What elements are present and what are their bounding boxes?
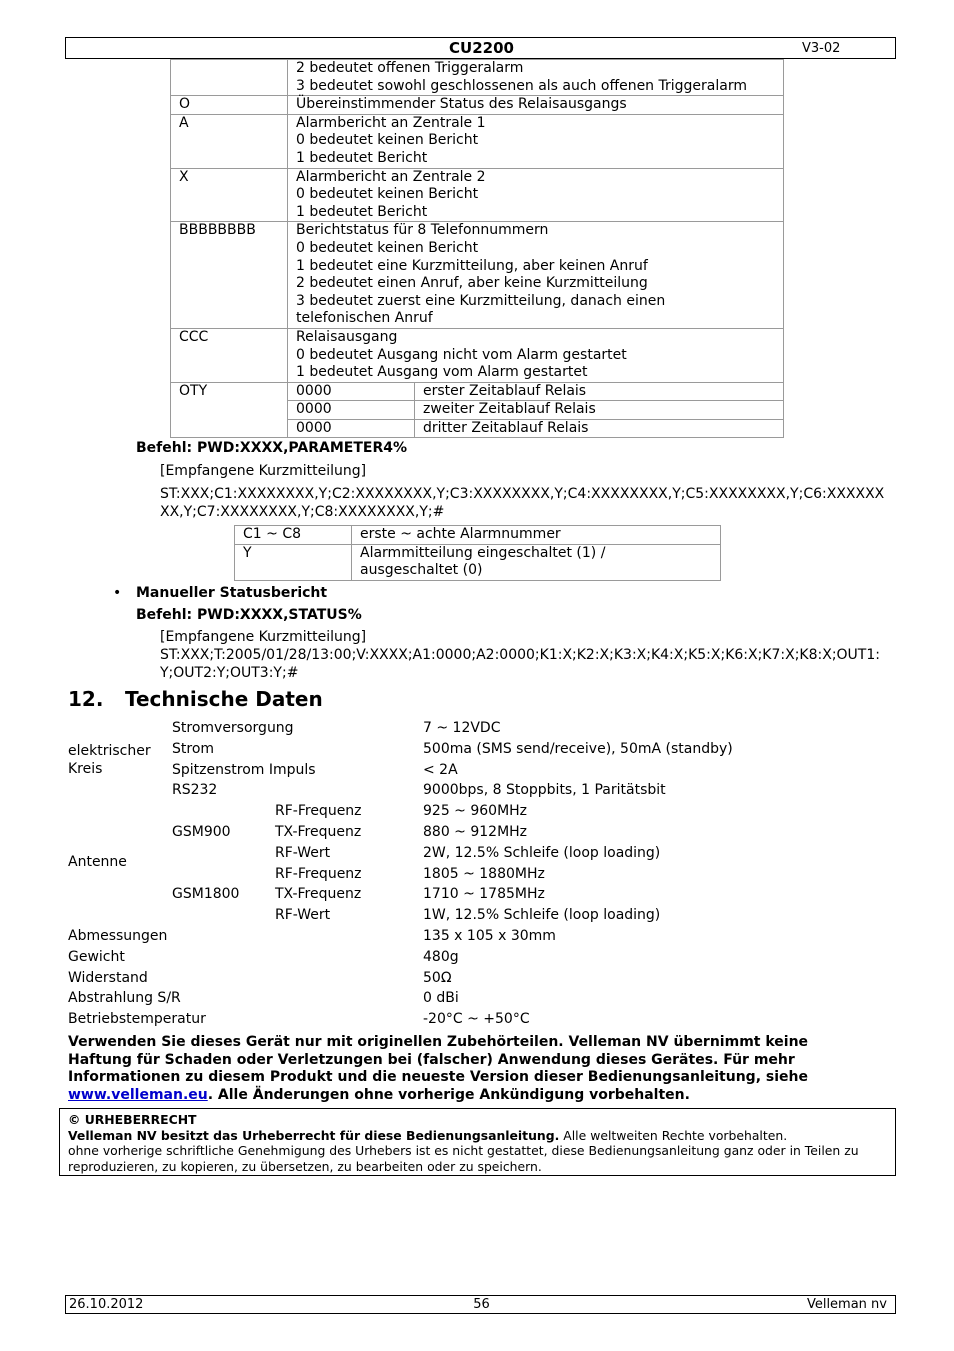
page-header — [65, 37, 896, 59]
param-desc-line: 1 bedeutet Ausgang vom Alarm gestartet — [296, 364, 588, 381]
notice-text-end: . Alle Änderungen ohne vorherige Ankündigung vorbehalten. — [207, 1086, 690, 1103]
version-label: V3-02 — [802, 41, 841, 56]
alarm-number-table — [234, 525, 721, 581]
param-desc — [288, 222, 784, 329]
param-desc-line: telefonischen Anruf — [296, 310, 433, 327]
table-row — [171, 60, 784, 96]
spec-value: < 2A — [423, 761, 458, 778]
param-desc — [288, 60, 784, 96]
copyright-rest: Alle weltweiten Rechte vorbehalten. — [559, 1127, 788, 1143]
oty-value: 0000 — [288, 382, 415, 401]
param-key: A — [171, 114, 288, 168]
oty-desc: erster Zeitablauf Relais — [415, 382, 784, 401]
spec-label: RF-Wert — [275, 907, 331, 924]
model-title: CU2200 — [449, 39, 514, 57]
command-status: Befehl: PWD:XXXX,STATUS% — [136, 607, 362, 623]
spec-value: 50Ω — [423, 969, 452, 986]
param-desc-line: Alarmbericht an Zentrale 1 — [296, 114, 486, 131]
param-desc-line: 1 bedeutet Bericht — [296, 149, 428, 166]
spec-value: 1W, 12.5% Schleife (loop loading) — [423, 907, 661, 924]
footer-company: Velleman nv — [806, 1297, 887, 1312]
bullet-icon: • — [113, 585, 122, 601]
row-desc: Alarmmitteilung eingeschaltet (1) / ausgeschaltet (0) — [352, 544, 721, 580]
spec-value: 2W, 12.5% Schleife (loop loading) — [423, 844, 661, 861]
row-key: C1 ~ C8 — [235, 526, 352, 545]
sms-message-status: ST:XXX;T:2005/01/28/13:00;V:XXXX;A1:0000;A2:0000;K1:X;K2:X;K3:X;K4:X;K5:X;K6:X;K7:X;K8:X;OUT1:Y;OUT2:Y;OUT3:Y;# — [160, 647, 880, 681]
oty-value: 0000 — [288, 401, 415, 420]
spec-label: RF-Frequenz — [275, 865, 362, 882]
spec-label: Widerstand — [68, 969, 148, 986]
oty-desc: zweiter Zeitablauf Relais — [415, 401, 784, 420]
spec-label: RS232 — [172, 782, 218, 799]
section-title: Technische Daten — [125, 687, 323, 711]
spec-value: 925 ~ 960MHz — [423, 803, 528, 820]
param-desc-line: 1 bedeutet eine Kurzmitteilung, aber keinen Anruf — [296, 257, 648, 274]
param-key: O — [171, 96, 288, 115]
spec-value: 7 ~ 12VDC — [423, 720, 501, 736]
param-desc-line: Berichtstatus für 8 Telefonnummern — [296, 222, 549, 239]
table-row — [171, 222, 784, 329]
row-key: Y — [235, 544, 352, 580]
received-label-1: [Empfangene Kurzmitteilung] — [160, 463, 367, 479]
copyright-box — [59, 1108, 896, 1176]
spec-value: 500ma (SMS send/receive), 50mA (standby) — [423, 740, 733, 757]
band-label: GSM900 — [172, 824, 231, 840]
status-report-title: Manueller Statusbericht — [136, 585, 328, 601]
spec-value: 1710 ~ 1785MHz — [423, 886, 545, 903]
param-key: X — [171, 168, 288, 222]
oty-value: 0000 — [288, 419, 415, 438]
param-desc-line: 2 bedeutet einen Anruf, aber keine Kurzmitteilung — [296, 275, 648, 292]
oty-desc: dritter Zeitablauf Relais — [415, 419, 784, 438]
copyright-line — [68, 1128, 887, 1144]
spec-value: 0 dBi — [423, 990, 459, 1007]
table-row — [171, 382, 784, 401]
param-key — [171, 60, 288, 96]
spec-label: Stromversorgung — [172, 720, 294, 736]
spec-label: Strom — [172, 740, 215, 757]
spec-label: Spitzenstrom Impuls — [172, 761, 316, 778]
spec-label: TX-Frequenz — [275, 824, 362, 840]
spec-label: RF-Frequenz — [275, 803, 362, 820]
spec-label: Gewicht — [68, 948, 125, 965]
param-desc — [288, 168, 784, 222]
param-desc-line: 2 bedeutet offenen Triggeralarm — [296, 60, 524, 76]
param-desc-line: 3 bedeutet zuerst eine Kurzmitteilung, danach einen — [296, 292, 666, 309]
param-desc-line: 0 bedeutet keinen Bericht — [296, 239, 479, 256]
param-desc — [288, 114, 784, 168]
param-desc — [288, 328, 784, 382]
param-key: BBBBBBBB — [171, 222, 288, 329]
table-row — [171, 328, 784, 382]
param-desc-line: Übereinstimmender Status des Relaisausgangs — [296, 96, 627, 113]
spec-label: Betriebstemperatur — [68, 1011, 206, 1028]
param-key: OTY — [171, 382, 288, 438]
table-row — [171, 96, 784, 115]
usage-notice — [68, 1034, 858, 1104]
param-desc-line: 3 bedeutet sowohl geschlossenen als auch offenen Triggeralarm — [296, 77, 747, 94]
row-desc: erste ~ achte Alarmnummer — [352, 526, 721, 545]
param-key: CCC — [171, 328, 288, 382]
notice-text: Verwenden Sie dieses Gerät nur mit originellen Zubehörteilen. Velleman NV übernimmt keine Haftung für Schaden oder Verletzungen bei (falscher) Anwendung dieses Gerätes. Für mehr Informationen zu diesem Produkt und die neueste Version dieser Bedienungsanleitung, siehe — [68, 1034, 809, 1086]
param-desc-line: 0 bedeutet Ausgang nicht vom Alarm gestartet — [296, 346, 627, 363]
footer-date: 26.10.2012 — [69, 1297, 144, 1312]
parameter-table — [170, 59, 784, 438]
spec-label: Abstrahlung S/R — [68, 990, 181, 1007]
spec-label: RF-Wert — [275, 844, 331, 861]
param-desc-line: Alarmbericht an Zentrale 2 — [296, 168, 486, 185]
spec-value: 480g — [423, 948, 459, 965]
table-row — [171, 114, 784, 168]
group-circuit-label: elektrischer Kreis — [68, 743, 151, 777]
spec-label: Abmessungen — [68, 928, 168, 944]
table-row — [171, 168, 784, 222]
table-row — [235, 544, 721, 580]
spec-value: 1805 ~ 1880MHz — [423, 865, 545, 882]
section-number: 12. — [68, 687, 104, 711]
spec-value: 880 ~ 912MHz — [423, 824, 528, 840]
page-footer — [65, 1295, 896, 1314]
band-label: GSM1800 — [172, 886, 240, 903]
sms-message-parameter4: ST:XXX;C1:XXXXXXXX,Y;C2:XXXXXXXX,Y;C3:XXXXXXXX,Y;C4:XXXXXXXX,Y;C5:XXXXXXXX,Y;C6:XXXXXXXX,Y;C7:XXXXXXXX,Y;C8:XXXXXXXX,Y;# — [160, 486, 885, 520]
param-desc — [288, 96, 784, 115]
param-desc-line: 1 bedeutet Bericht — [296, 203, 428, 220]
table-row — [235, 526, 721, 545]
param-desc-line: Relaisausgang — [296, 328, 398, 345]
spec-value: 135 x 105 x 30mm — [423, 928, 556, 944]
command-parameter4: Befehl: PWD:XXXX,PARAMETER4% — [136, 440, 407, 456]
copyright-body: ohne vorherige schriftliche Genehmigung des Urhebers ist es nicht gestattet, diese Bedienungsanleitung ganz oder in Teilen zu reproduzieren, zu kopieren, zu übersetzen, zu bearbeiten oder zu speichern. — [68, 1143, 859, 1174]
received-label-2: [Empfangene Kurzmitteilung] — [160, 629, 367, 645]
velleman-link[interactable]: www.velleman.eu — [68, 1086, 208, 1103]
spec-value: 9000bps, 8 Stoppbits, 1 Paritätsbit — [423, 782, 666, 799]
group-antenna-label: Antenne — [68, 854, 127, 870]
copyright-bold: Velleman NV besitzt das Urheberrecht für diese Bedienungsanleitung. — [68, 1127, 560, 1143]
param-desc-line: 0 bedeutet keinen Bericht — [296, 186, 479, 203]
spec-label: TX-Frequenz — [275, 886, 362, 903]
footer-page: 56 — [473, 1297, 490, 1312]
param-desc-line: 0 bedeutet keinen Bericht — [296, 132, 479, 149]
spec-value: -20°C ~ +50°C — [423, 1011, 530, 1028]
copyright-title: © URHEBERRECHT — [68, 1112, 197, 1127]
